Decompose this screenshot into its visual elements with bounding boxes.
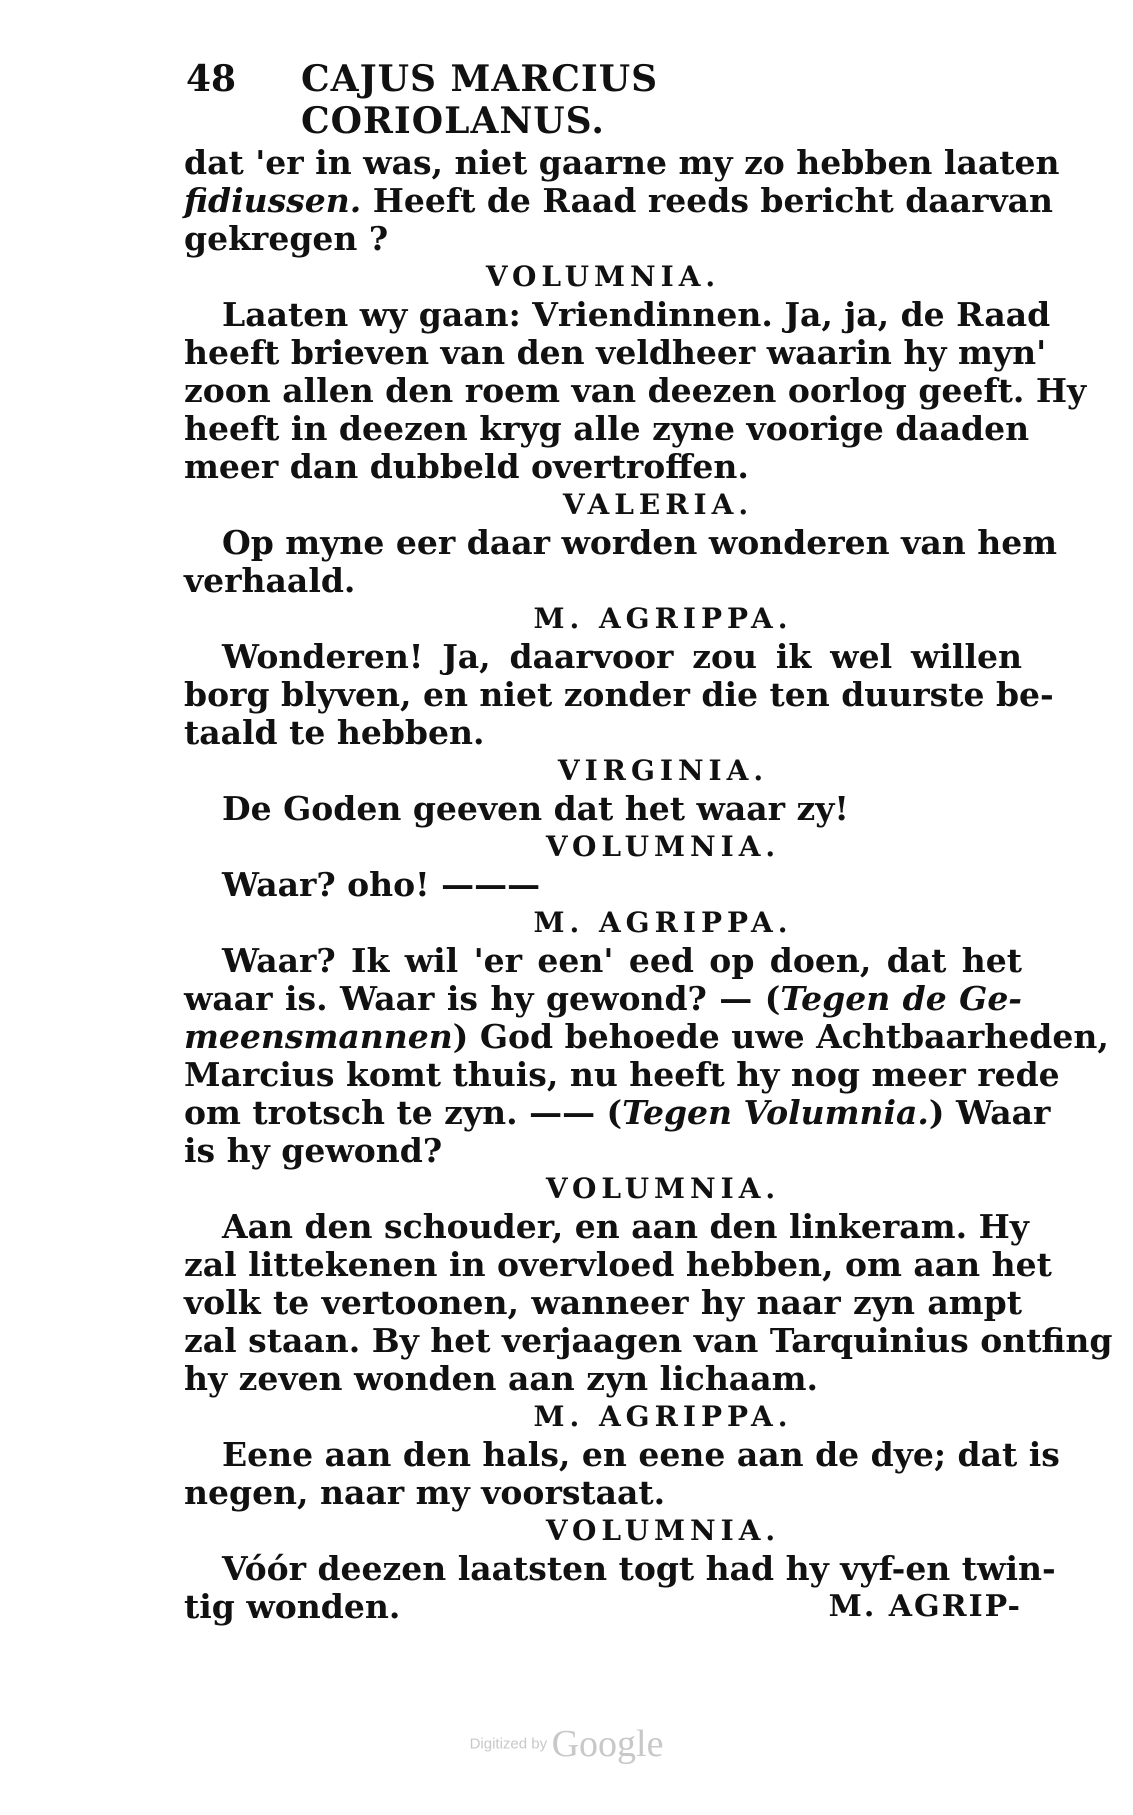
text-line: meer dan dubbeld overtroffen.: [184, 447, 749, 486]
text-line: zoon allen den roem van deezen oorlog geeft. Hy: [184, 371, 1087, 410]
text-line: Marcius komt thuis, nu heeft hy nog meer rede: [184, 1055, 1060, 1094]
running-head: CAJUS MARCIUS CORIOLANUS.: [301, 58, 659, 142]
text-line: verhaald.: [184, 561, 356, 600]
text-line: Op myne eer daar worden wonderen van hem: [222, 523, 1058, 562]
speaker-name: VIRGINIA.: [557, 754, 769, 787]
text-line: Laaten wy gaan: Vriendinnen. Ja, ja, de Raad: [222, 295, 1051, 334]
text-line: Vóór deezen laatsten togt had hy vyf-en twin-: [222, 1549, 1056, 1588]
text-line: Waar? Ik wil 'er een' eed op doen, dat het: [222, 941, 1022, 980]
italic-text: fidiussen.: [184, 181, 362, 220]
speaker-name: VOLUMNIA.: [545, 1172, 781, 1205]
body-text: [184, 143, 1113, 1626]
catchword: M. AGRIP-: [828, 1589, 1022, 1624]
text-line: Aan den schouder, en aan den linkeram. Hy: [222, 1207, 1029, 1246]
watermark-prefix: Digitized by: [469, 1735, 548, 1753]
text-line: meensmannen) God behoede uwe Achtbaarheden,: [184, 1017, 1109, 1056]
text-line: zal staan. By het verjaagen van Tarquinius ontfing: [184, 1321, 1113, 1360]
text-line: om trotsch te zyn. —— (Tegen Volumnia.) Waar: [184, 1093, 1051, 1132]
page-number: 48: [186, 58, 237, 100]
text-line: zal littekenen in overvloed hebben, om aan het: [184, 1245, 1052, 1284]
text-line: heeft in deezen kryg alle zyne voorige daaden: [184, 409, 1030, 448]
text-line: gekregen ?: [184, 219, 389, 258]
stage-direction: meensmannen: [184, 1017, 453, 1056]
speaker-name: M. AGRIPPA.: [533, 602, 793, 635]
stage-direction: Tegen de Ge-: [780, 979, 1023, 1018]
text-line: tig wonden. M. AGRIP-: [184, 1587, 1022, 1626]
text-line: fidiussen. Heeft de Raad reeds bericht daarvan: [184, 181, 1054, 220]
speaker-name: VOLUMNIA.: [545, 830, 781, 863]
text-line: Eene aan den hals, en eene aan de dye; dat is: [222, 1435, 1060, 1474]
text-line: dat 'er in was, niet gaarne my zo hebben laaten: [184, 143, 1060, 182]
text-line: hy zeven wonden aan zyn lichaam.: [184, 1359, 818, 1398]
text-line: waar is. Waar is hy gewond? — (Tegen de Ge-: [184, 979, 1023, 1018]
text-line: volk te vertoonen, wanneer hy naar zyn ampt: [184, 1283, 1022, 1322]
text-line: heeft brieven van den veldheer waarin hy myn': [184, 333, 1047, 372]
text-line: negen, naar my voorstaat.: [184, 1473, 666, 1512]
text-line: taald te hebben.: [184, 713, 485, 752]
google-logo: Google: [551, 1723, 664, 1765]
text-line: borg blyven, en niet zonder die ten duurste be-: [184, 675, 1054, 714]
digitized-watermark: [0, 1722, 1133, 1766]
stage-direction: Tegen Volumnia.: [622, 1093, 929, 1132]
text-line: Wonderen! Ja, daarvoor zou ik wel willen: [222, 637, 1022, 676]
speaker-name: VALERIA.: [562, 488, 754, 521]
page-header: [186, 58, 966, 142]
speaker-name: VOLUMNIA.: [485, 260, 721, 293]
speaker-name: VOLUMNIA.: [545, 1514, 781, 1547]
speaker-name: M. AGRIPPA.: [533, 906, 793, 939]
text-line: De Goden geeven dat het waar zy!: [222, 789, 849, 828]
text-line: Waar? oho! ———: [222, 865, 541, 904]
text-line: is hy gewond?: [184, 1131, 443, 1170]
speaker-name: M. AGRIPPA.: [533, 1400, 793, 1433]
